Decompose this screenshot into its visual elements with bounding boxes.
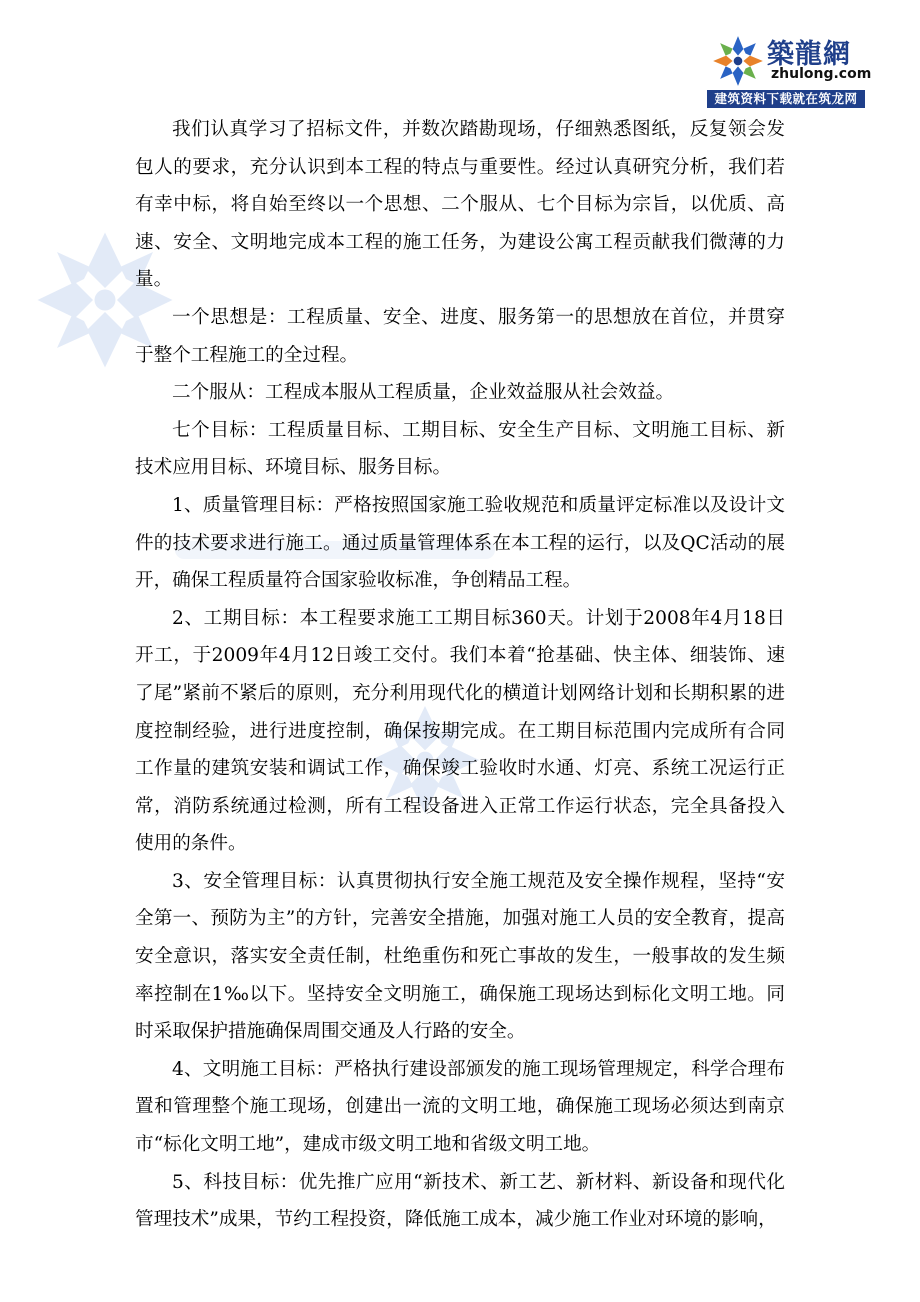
civilized-construction-goal-paragraph: 4、文明施工目标：严格执行建设部颁发的施工现场管理规定，科学合理布置和管理整个施工现场，创建出一流的文明工地，确保施工现场必须达到南京市“标化文明工地”，建成市级文明工地和省级文明工地。 <box>135 1058 785 1156</box>
technology-goal-paragraph: 5、科技目标：优先推广应用“新技术、新工艺、新材料、新设备和现代化管理技术”成果，节约工程投资，降低施工成本，减少施工作业对环境的影响， <box>135 1171 785 1231</box>
seven-goals-paragraph: 七个目标：工程质量目标、工期目标、安全生产目标、文明施工目标、新技术应用目标、环境目标、服务目标。 <box>135 419 785 479</box>
intro-paragraph: 我们认真学习了招标文件，并数次踏勘现场，仔细熟悉图纸，反复领会发包人的要求，充分认识到本工程的特点与重要性。经过认真研究分析，我们若有幸中标，将自始至终以一个思想、二个服从、七个目标为宗旨，以优质、高速、安全、文明地完成本工程的施工任务，为建设公寓工程贡献我们微薄的力量。 <box>135 119 785 291</box>
logo-top <box>707 28 872 90</box>
one-thought-paragraph: 一个思想是：工程质量、安全、进度、服务第一的思想放在首位，并贯穿于整个工程施工的全过程。 <box>135 306 785 366</box>
two-obeys-paragraph: 二个服从：工程成本服从工程质量，企业效益服从社会效益。 <box>172 382 675 404</box>
logo-name: 築龍網 <box>767 39 851 70</box>
zhulong-snowflake-logo-icon <box>711 34 765 88</box>
zhulong-logo[interactable] <box>707 28 872 108</box>
quality-goal-paragraph: 1、质量管理目标：严格按照国家施工验收规范和质量评定标准以及设计文件的技术要求进行施工。通过质量管理体系在本工程的运行，以及QC活动的展开，确保工程质量符合国家验收标准，争创精品工程。 <box>135 494 785 592</box>
logo-slogan: 建筑资料下载就在筑龙网 <box>707 90 865 108</box>
logo-domain: zhulong.com <box>771 66 872 82</box>
schedule-goal-paragraph: 2、工期目标：本工程要求施工工期目标360天。计划于2008年4月18日开工，于2009年4月12日竣工交付。我们本着“抢基础、快主体、细装饰、速了尾”紧前不紧后的原则，充分利用现代化的横道计划网络计划和长期积累的进度控制经验，进行进度控制，确保按期完成。在工期目标范围内完成所有合同工作量的建筑安装和调试工作，确保竣工验收时水通、灯亮、系统工况运行正常，消防系统通过检测，所有工程设备进入正常工作运行状态，完全具备投入使用的条件。 <box>135 607 785 855</box>
safety-goal-paragraph: 3、安全管理目标：认真贯彻执行安全施工规范及安全操作规程，坚持“安全第一、预防为主”的方针，完善安全措施，加强对施工人员的安全教育，提高安全意识，落实安全责任制，杜绝重伤和死亡事故的发生，一般事故的发生频率控制在1‰以下。坚持安全文明施工，确保施工现场达到标化文明工地。同时采取保护措施确保周围交通及人行路的安全。 <box>135 870 785 1043</box>
document-body <box>135 111 785 1239</box>
